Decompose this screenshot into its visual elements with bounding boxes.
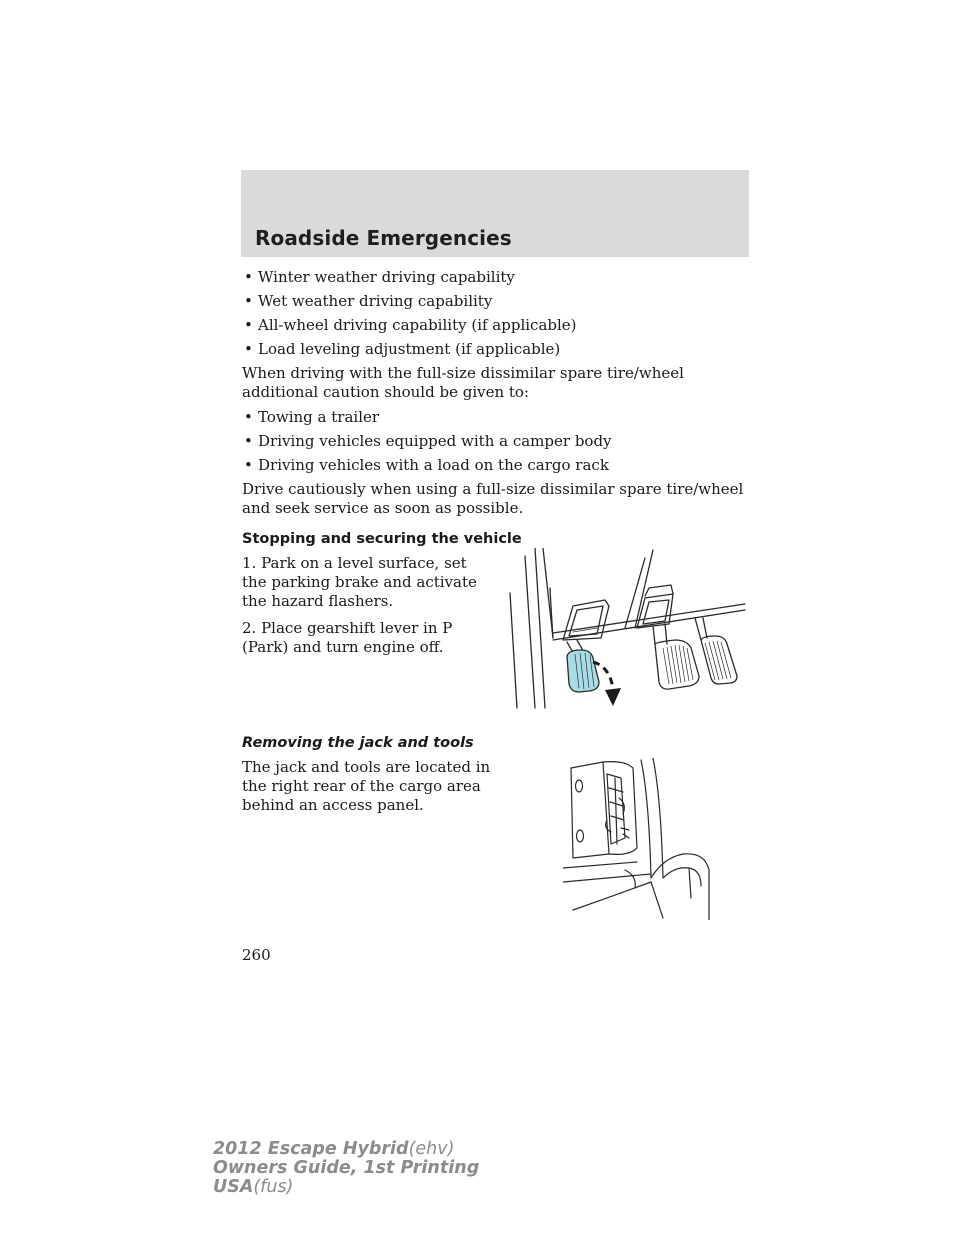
footer [213,1140,479,1197]
stopping-steps [242,554,492,657]
pedal-ribbing [663,641,731,684]
footer-region: USA [213,1177,254,1197]
trim-line [525,556,535,708]
list-item: • Driving vehicles equipped with a camper body [242,432,752,451]
footer-model-code: (ehv) [408,1139,455,1159]
footer-model: 2012 Escape Hybrid [213,1139,409,1159]
list-item: • Load leveling adjustment (if applicable) [242,340,752,359]
list-item: • Driving vehicles with a load on the cargo rack [242,456,752,475]
jack-section [242,734,542,821]
list-item: • Towing a trailer [242,408,752,427]
jack-paragraph: The jack and tools are located in the right rear of the cargo area behind an access panel. [242,758,491,814]
stopping-heading: Stopping and securing the vehicle [242,531,522,547]
caution-bullet-list [242,408,752,475]
list-item: • All-wheel driving capability (if applicable) [242,316,752,335]
footer-line-model [213,1140,479,1159]
footer-line-region [213,1178,479,1197]
parking-brake-pedal [567,650,599,692]
page-number: 260 [242,946,271,964]
cargo-jack-illustration [563,758,713,920]
step-two: 2. Place gearshift lever in P (Park) and turn engine off. [242,619,453,656]
section-title: Roadside Emergencies [255,226,512,250]
intro-bullet-list [242,268,752,359]
section-header-band [241,170,749,257]
trim-line [535,548,545,708]
list-item: • Winter weather driving capability [242,268,752,287]
caution-paragraph: When driving with the full-size dissimilar spare tire/wheel additional caution should be given to: [242,364,684,401]
step-one: 1. Park on a level surface, set the parking brake and activate the hazard flashers. [242,554,477,610]
trim-line [510,593,517,708]
list-item: • Wet weather driving capability [242,292,752,311]
parking-brake-illustration [505,548,750,713]
access-panel [571,762,609,858]
footer-region-code: (fus) [253,1177,294,1197]
jack-heading: Removing the jack and tools [242,735,474,751]
drive-paragraph: Drive cautiously when using a full-size dissimilar spare tire/wheel and seek service as soon as possible. [242,480,744,517]
footer-guide: Owners Guide, 1st Printing [213,1158,480,1178]
